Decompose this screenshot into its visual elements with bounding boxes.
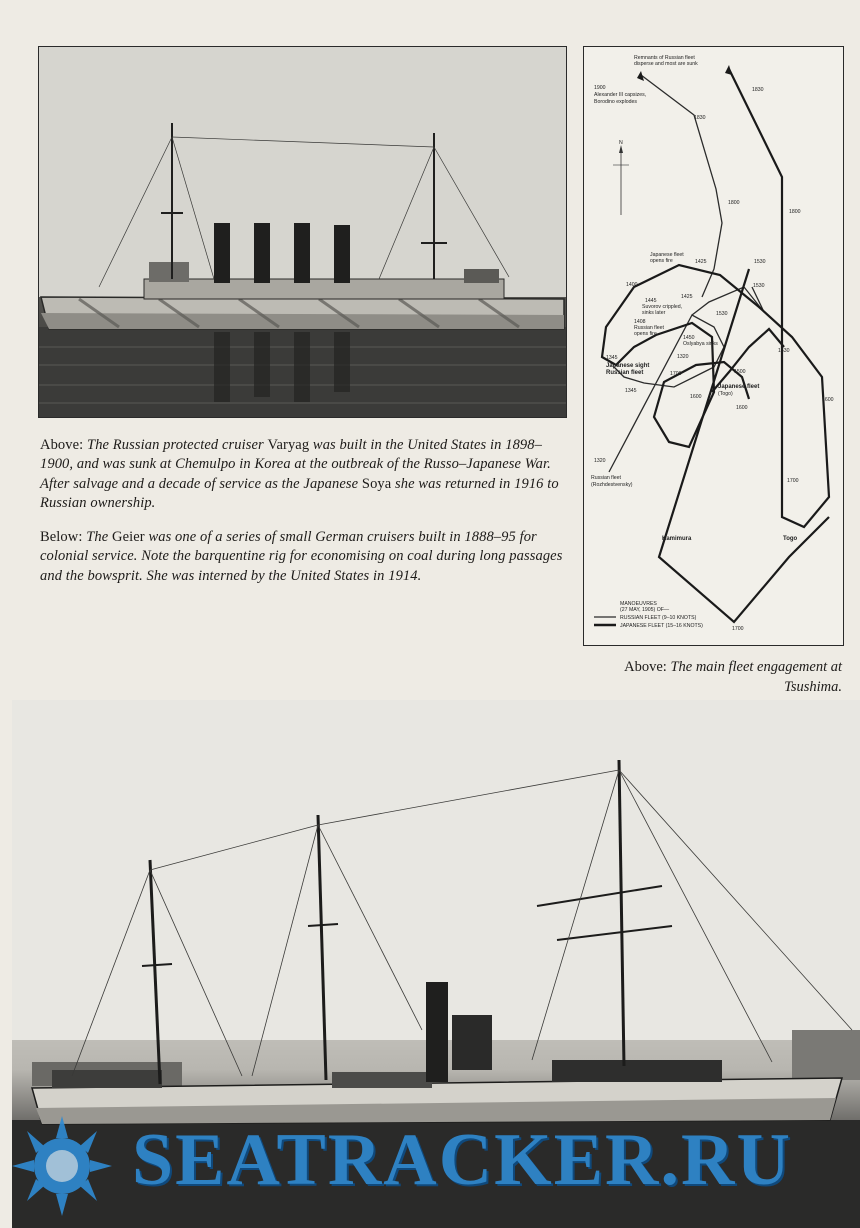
map-note: 1450 (683, 335, 695, 341)
watermark-text: SEATRACKER.RU (132, 1119, 792, 1201)
russian-fleet-track (609, 75, 764, 472)
map-note: Japanese sight (606, 363, 650, 369)
map-note: (Togo) (718, 391, 733, 397)
ship-name: Geier (112, 529, 145, 545)
map-note: disperse and most are sunk (634, 61, 698, 67)
map-note: opens fire (634, 331, 657, 337)
time-label: 1830 (752, 87, 764, 93)
time-label: 1400 (626, 282, 638, 288)
north-label: N (619, 140, 623, 146)
map-note: Remnants of Russian fleet (634, 55, 695, 61)
caption-text: The main fleet engagement at Tsushima. (670, 659, 842, 695)
sun-logo-icon (0, 1108, 130, 1228)
map-legend (594, 601, 703, 629)
map-note: Japanese fleet (650, 252, 684, 258)
fleet-manoeuvres-diagram (584, 47, 843, 645)
time-label: 1425 (695, 259, 707, 265)
ship-name: Varyag (267, 437, 310, 453)
varyag-caption (40, 436, 565, 513)
time-label: 1500 (734, 369, 746, 375)
time-label: 1600 (690, 394, 702, 400)
tsushima-map (583, 46, 844, 646)
time-label: 1830 (694, 115, 706, 121)
map-note: Kamimura (662, 536, 692, 542)
map-note: 1345 (606, 355, 618, 361)
map-note: Oslyabya sinks (683, 341, 718, 347)
map-note: (Rozhdestvensky) (591, 482, 633, 488)
varyag-photo (38, 46, 567, 418)
legend-title: (27 MAY, 1905) OF— (620, 607, 670, 613)
time-label: 1530 (778, 348, 790, 354)
map-note: Russian fleet (606, 370, 644, 376)
map-note: 1445 (645, 298, 657, 304)
caption-text: The Russian protected cruiser (87, 437, 264, 453)
map-caption (582, 658, 842, 697)
map-note: opens fire (650, 258, 673, 264)
map-note: Suvorov crippled, (642, 304, 683, 310)
north-arrow (613, 140, 629, 215)
map-note: 1408 (634, 319, 646, 325)
caption-text: she was returned in 1916 to Russian ownership. (40, 475, 559, 511)
geier-caption (40, 528, 565, 586)
map-note: Borodino explodes (594, 99, 637, 105)
caption-text: The (86, 529, 109, 545)
time-label: 1800 (789, 209, 801, 215)
time-label: 1345 (625, 388, 637, 394)
legend-title: MANOEUVRES (620, 601, 657, 607)
map-note: 1900 (594, 85, 606, 91)
time-label: 1800 (728, 200, 740, 206)
legend-russian: RUSSIAN FLEET (9–10 KNOTS) (620, 615, 697, 621)
time-label: 1425 (681, 294, 693, 300)
time-label: 1700 (670, 371, 682, 377)
caption-text: was one of a series of small German cruisers built in 1888–95 for colonial service. Note the barquentine rig for economising on coal during long passages and the bowsprit. She was interned by the United States in 1914. (40, 529, 563, 584)
map-note: Togo (783, 536, 798, 542)
map-note: Russian fleet (591, 475, 621, 481)
time-label: 1320 (677, 354, 689, 360)
time-label: 1700 (732, 626, 744, 632)
map-note: Japanese fleet (718, 384, 760, 390)
map-note: sinks later (642, 310, 666, 316)
ship-name: Soya (361, 475, 392, 492)
time-label: 1600 (736, 405, 748, 411)
time-label: 1320 (594, 458, 606, 464)
time-label: 1530 (716, 311, 728, 317)
caption-lead: Above: (624, 659, 667, 675)
map-note: Russian fleet (634, 325, 664, 331)
time-label: 1530 (753, 283, 765, 289)
caption-lead: Above: (40, 437, 84, 453)
caption-text: was built in the United States in 1898–1900, and was sunk at Chemulpo in Korea at the outbreak of the Russo–Japanese War. After salvage and a decade of service as the Japanese (40, 437, 551, 492)
varyag-ship-illustration (39, 47, 566, 417)
caption-lead: Below: (40, 529, 83, 545)
time-label: 1700 (787, 478, 799, 484)
time-label: 1530 (754, 259, 766, 265)
legend-japanese: JAPANESE FLEET (15–16 KNOTS) (620, 623, 703, 629)
map-note: Alexander III capsizes, (594, 92, 647, 98)
time-label: 1600 (822, 397, 834, 403)
